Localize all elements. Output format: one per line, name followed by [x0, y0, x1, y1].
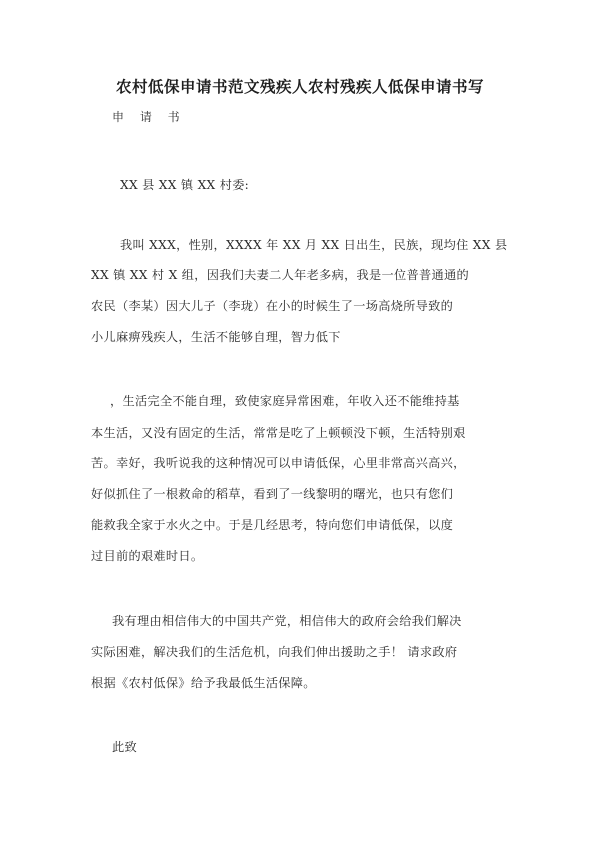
body-line: 我叫 XXX，性别，XXXX 年 XX 月 XX 日出生，民族，现均住 XX 县 — [120, 238, 508, 252]
body-line: 能救我全家于水火之中。于是几经思考，特向您们申请低保，以度 — [91, 518, 454, 532]
body-line: 根据《农村低保》给予我最低生活保障。 — [91, 676, 316, 690]
closing-line: 此致 — [112, 740, 137, 754]
body-line: 实际困难，解决我们的生活危机，向我们伸出援助之手！ 请求政府 — [91, 645, 458, 659]
body-line: ，生活完全不能自理，致使家庭异常困难，年收入还不能维持基 — [110, 394, 460, 408]
body-line: 小儿麻痹残疾人，生活不能够自理，智力低下 — [91, 330, 341, 344]
salutation-line: XX 县 XX 镇 XX 村委: — [120, 178, 250, 192]
document-subtitle: 申 请 书 — [112, 110, 186, 124]
body-line: XX 镇 XX 村 X 组，因我们夫妻二人年老多病，我是一位普普通通的 — [91, 268, 469, 282]
body-line: 我有理由相信伟大的中国共产党，相信伟大的政府会给我们解决 — [112, 614, 462, 628]
body-line: 苦。幸好，我听说我的这种情况可以申请低保，心里非常高兴高兴， — [91, 456, 466, 470]
body-line: 过目前的艰难时日。 — [91, 549, 204, 563]
body-line: 好似抓住了一根救命的稻草，看到了一线黎明的曙光，也只有您们 — [91, 487, 454, 501]
body-line: 农民（李某）因大儿子（李珑）在小的时候生了一场高烧所导致的 — [91, 299, 454, 313]
body-line: 本生活，又没有固定的生活，常常是吃了上顿顿没下顿，生活特别艰 — [91, 426, 466, 440]
document-title: 农村低保申请书范文残疾人农村残疾人低保申请书写 — [115, 77, 484, 96]
